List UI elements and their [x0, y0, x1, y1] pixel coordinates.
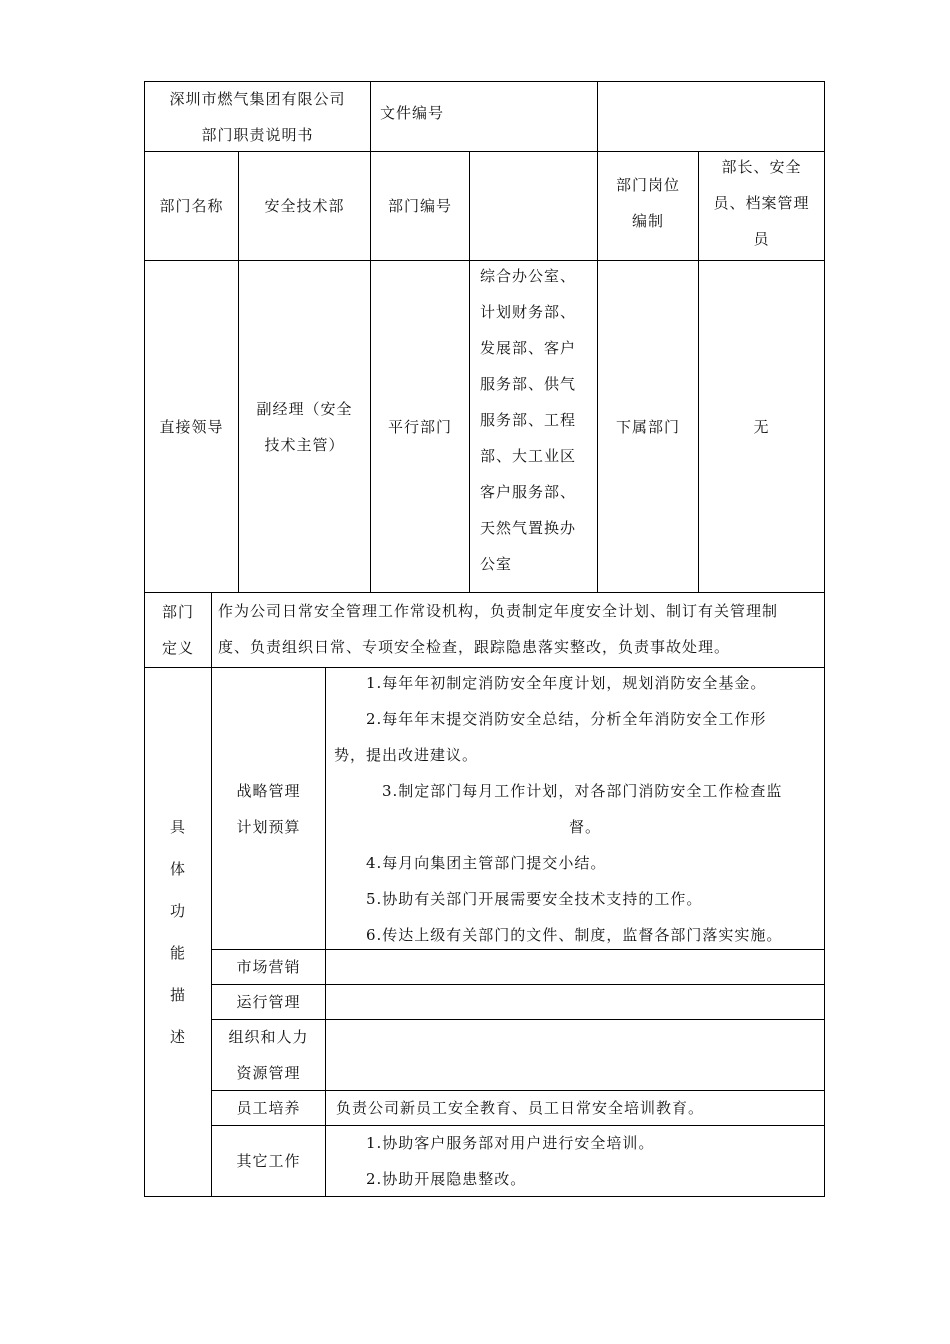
- dept-name-label: 部门名称: [159, 197, 224, 215]
- leader-label: 直接领导: [159, 417, 224, 436]
- file-number-value: [598, 82, 824, 151]
- functions-label-char: 描: [169, 986, 186, 1004]
- function-name-operations: 运行管理: [236, 993, 301, 1011]
- functions-label-char: 具: [169, 818, 186, 836]
- functions-label-char: 述: [169, 1028, 186, 1046]
- staffing-value-line: 员、档案管理: [713, 194, 810, 212]
- function-line: 6.传达上级有关部门的文件、制度，监督各部门落实实施。: [366, 926, 783, 944]
- function-line: 3.制定部门每月工作计划，对各部门消防安全工作检查监: [382, 782, 783, 800]
- peer-line: 服务部、供气: [480, 375, 577, 393]
- function-line: 1.协助客户服务部对用户进行安全培训。: [366, 1134, 655, 1152]
- function-name-strategy: [212, 668, 325, 949]
- peer-line: 综合办公室、: [480, 267, 577, 285]
- definition-line: 度、负责组织日常、专项安全检查，跟踪隐患落实整改，负责事故处理。: [218, 638, 731, 656]
- function-desc-other: [366, 1125, 822, 1197]
- definition-label-line: 定义: [161, 639, 194, 657]
- function-name-line: 资源管理: [236, 1064, 301, 1082]
- function-line: 1.每年年初制定消防安全年度计划，规划消防安全基金。: [366, 674, 767, 692]
- definition-text: [218, 593, 822, 665]
- peer-line: 公室: [480, 555, 513, 573]
- function-line: 4.每月向集团主管部门提交小结。: [366, 854, 607, 872]
- dept-code-label: 部门编号: [387, 197, 452, 215]
- staffing-value: [699, 146, 824, 260]
- functions-label-char: 能: [169, 944, 186, 962]
- functions-label: [145, 668, 211, 1196]
- table-border: [824, 81, 825, 1197]
- function-name-marketing: 市场营销: [236, 958, 301, 976]
- functions-label-char: 功: [169, 902, 186, 920]
- file-number-label: 文件编号: [380, 104, 445, 122]
- function-desc-strategy: [326, 665, 824, 953]
- functions-label-char: 体: [169, 860, 186, 878]
- leader-value: [239, 261, 370, 592]
- function-name-line: 组织和人力: [228, 1028, 309, 1046]
- company-name: 深圳市燃气集团有限公司: [169, 89, 346, 108]
- function-line: 2.每年年末提交消防安全总结，分析全年消防安全工作形: [366, 710, 767, 728]
- function-name-training: 员工培养: [236, 1099, 301, 1117]
- definition-label: [145, 593, 211, 667]
- staffing-value-line: 员: [753, 230, 770, 248]
- peer-line: 计划财务部、: [480, 303, 577, 321]
- leader-value-line: 技术主管）: [264, 435, 345, 454]
- function-name-line: 计划预算: [236, 817, 301, 836]
- staffing-label-line: 编制: [631, 212, 664, 230]
- function-line: 督。: [568, 818, 601, 836]
- function-line: 2.协助开展隐患整改。: [366, 1170, 527, 1188]
- dept-code-value: [470, 152, 597, 260]
- function-line: 5.协助有关部门开展需要安全技术支持的工作。: [366, 890, 703, 908]
- function-name-other: 其它工作: [236, 1152, 301, 1170]
- staffing-label: [598, 152, 698, 254]
- subordinate-label: 下属部门: [615, 417, 680, 436]
- staffing-value-line: 部长、安全: [721, 158, 802, 176]
- peer-line: 客户服务部、: [480, 483, 577, 501]
- peer-line: 天然气置换办: [480, 519, 577, 537]
- dept-name-value: 安全技术部: [264, 197, 345, 215]
- peer-label: 平行部门: [387, 417, 452, 436]
- title-cell: [145, 82, 370, 151]
- definition-label-line: 部门: [161, 603, 194, 621]
- function-desc-training: 负责公司新员工安全教育、员工日常安全培训教育。: [336, 1099, 705, 1117]
- subordinate-value: 无: [753, 417, 770, 436]
- function-name-line: 战略管理: [236, 781, 301, 800]
- leader-value-line: 副经理（安全: [256, 399, 353, 418]
- peer-line: 部、大工业区: [480, 447, 577, 465]
- staffing-label-line: 部门岗位: [615, 176, 680, 194]
- definition-line: 作为公司日常安全管理工作常设机构，负责制定年度安全计划、制订有关管理制: [218, 602, 779, 620]
- function-name-hr: [212, 1020, 325, 1090]
- peer-line: 服务部、工程: [480, 411, 577, 429]
- peer-departments: [480, 258, 596, 582]
- function-line: 势，提出改进建议。: [334, 746, 479, 764]
- document-title: 部门职责说明书: [201, 125, 314, 144]
- peer-line: 发展部、客户: [480, 339, 577, 357]
